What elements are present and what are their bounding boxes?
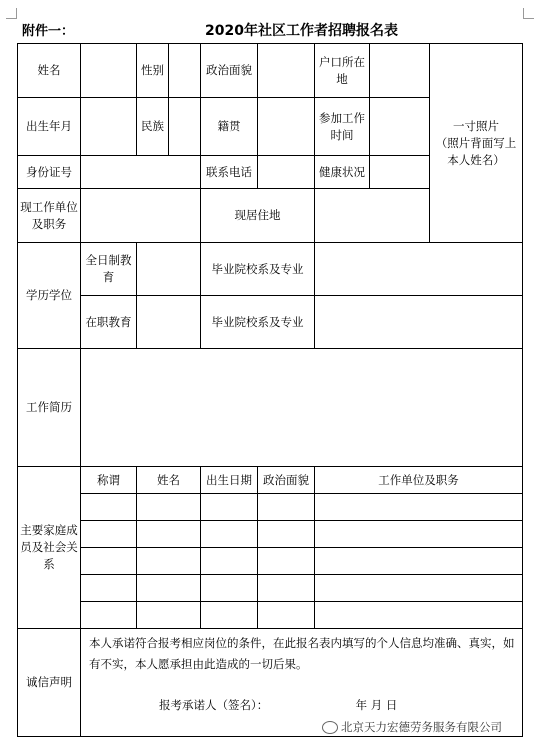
birth-label: 出生年月 [18, 98, 81, 156]
resume-field[interactable] [81, 349, 523, 467]
hukou-label: 户口所在地 [315, 44, 370, 98]
pledge-text: 本人承诺符合报考相应岗位的条件，在此报名表内填写的个人信息均准确、真实，如有不实，本人愿承担由此造成的一切后果。 [89, 636, 515, 671]
family-cell[interactable] [137, 494, 201, 521]
family-row [18, 602, 523, 629]
family-header-birth: 出生日期 [201, 467, 258, 494]
pledge-label: 诚信声明 [18, 629, 81, 737]
family-cell[interactable] [137, 521, 201, 548]
current-address-label: 现居住地 [201, 189, 315, 243]
photo-cell[interactable] [430, 44, 523, 243]
birth-field[interactable] [81, 98, 137, 156]
native-place-label: 籍贯 [201, 98, 258, 156]
current-work-field[interactable] [81, 189, 201, 243]
watermark [322, 719, 502, 735]
crop-mark-top-right [523, 8, 534, 19]
health-field[interactable] [370, 156, 430, 189]
ethnicity-label: 民族 [137, 98, 169, 156]
gender-field[interactable] [169, 44, 201, 98]
wechat-icon [322, 721, 338, 734]
health-label: 健康状况 [315, 156, 370, 189]
parttime-school-label: 毕业院校系及专业 [201, 296, 315, 349]
parttime-school-field[interactable] [315, 296, 523, 349]
hukou-field[interactable] [370, 44, 430, 98]
political-label: 政治面貌 [201, 44, 258, 98]
fulltime-school-field[interactable] [315, 243, 523, 296]
name-field[interactable] [81, 44, 137, 98]
watermark-text: 北京天力宏德劳务服务有限公司 [341, 720, 502, 734]
signature-label: 报考承诺人（签名）： [159, 698, 269, 712]
registration-form-table [17, 43, 523, 737]
family-label: 主要家庭成员及社会关系 [18, 467, 81, 629]
family-cell[interactable] [81, 548, 137, 575]
family-row [18, 575, 523, 602]
resume-label: 工作简历 [18, 349, 81, 467]
pledge-signature-line[interactable] [89, 695, 516, 716]
family-cell[interactable] [258, 575, 315, 602]
parttime-education-label: 在职教育 [81, 296, 137, 349]
family-header-relation: 称谓 [81, 467, 137, 494]
family-header-name: 姓名 [137, 467, 201, 494]
family-cell[interactable] [258, 602, 315, 629]
name-label: 姓名 [18, 44, 81, 98]
work-start-label: 参加工作时间 [315, 98, 370, 156]
attachment-label: 附件一： [22, 24, 75, 39]
family-cell[interactable] [201, 494, 258, 521]
gender-label: 性别 [137, 44, 169, 98]
crop-mark-top-left [6, 8, 17, 19]
family-cell[interactable] [201, 548, 258, 575]
current-address-field[interactable] [315, 189, 430, 243]
work-start-field[interactable] [370, 98, 430, 156]
fulltime-school-label: 毕业院校系及专业 [201, 243, 315, 296]
phone-label: 联系电话 [201, 156, 258, 189]
form-title: 2020年社区工作者招聘报名表 [205, 23, 398, 39]
photo-label: 一寸照片 [453, 118, 499, 133]
family-header-political: 政治面貌 [258, 467, 315, 494]
ethnicity-field[interactable] [169, 98, 201, 156]
family-cell[interactable] [81, 521, 137, 548]
education-label: 学历学位 [18, 243, 81, 349]
id-number-field[interactable] [81, 156, 201, 189]
fulltime-degree-field[interactable] [137, 243, 201, 296]
family-cell[interactable] [258, 548, 315, 575]
parttime-degree-field[interactable] [137, 296, 201, 349]
family-cell[interactable] [315, 575, 523, 602]
family-cell[interactable] [81, 602, 137, 629]
family-row [18, 521, 523, 548]
current-work-label: 现工作单位及职务 [18, 189, 81, 243]
family-cell[interactable] [258, 521, 315, 548]
id-number-label: 身份证号 [18, 156, 81, 189]
family-cell[interactable] [137, 602, 201, 629]
family-cell[interactable] [315, 602, 523, 629]
family-cell[interactable] [201, 602, 258, 629]
family-cell[interactable] [201, 575, 258, 602]
political-field[interactable] [258, 44, 315, 98]
family-cell[interactable] [137, 575, 201, 602]
family-cell[interactable] [315, 494, 523, 521]
photo-note: （照片背面写上本人姓名） [435, 135, 517, 167]
signature-date: 年 月 日 [355, 698, 398, 712]
fulltime-education-label: 全日制教育 [81, 243, 137, 296]
phone-field[interactable] [258, 156, 315, 189]
native-place-field[interactable] [258, 98, 315, 156]
family-row [18, 494, 523, 521]
family-cell[interactable] [137, 548, 201, 575]
family-row [18, 548, 523, 575]
family-cell[interactable] [315, 548, 523, 575]
family-cell[interactable] [201, 521, 258, 548]
family-cell[interactable] [315, 521, 523, 548]
family-cell[interactable] [81, 575, 137, 602]
family-header-work: 工作单位及职务 [315, 467, 523, 494]
family-cell[interactable] [81, 494, 137, 521]
family-cell[interactable] [258, 494, 315, 521]
